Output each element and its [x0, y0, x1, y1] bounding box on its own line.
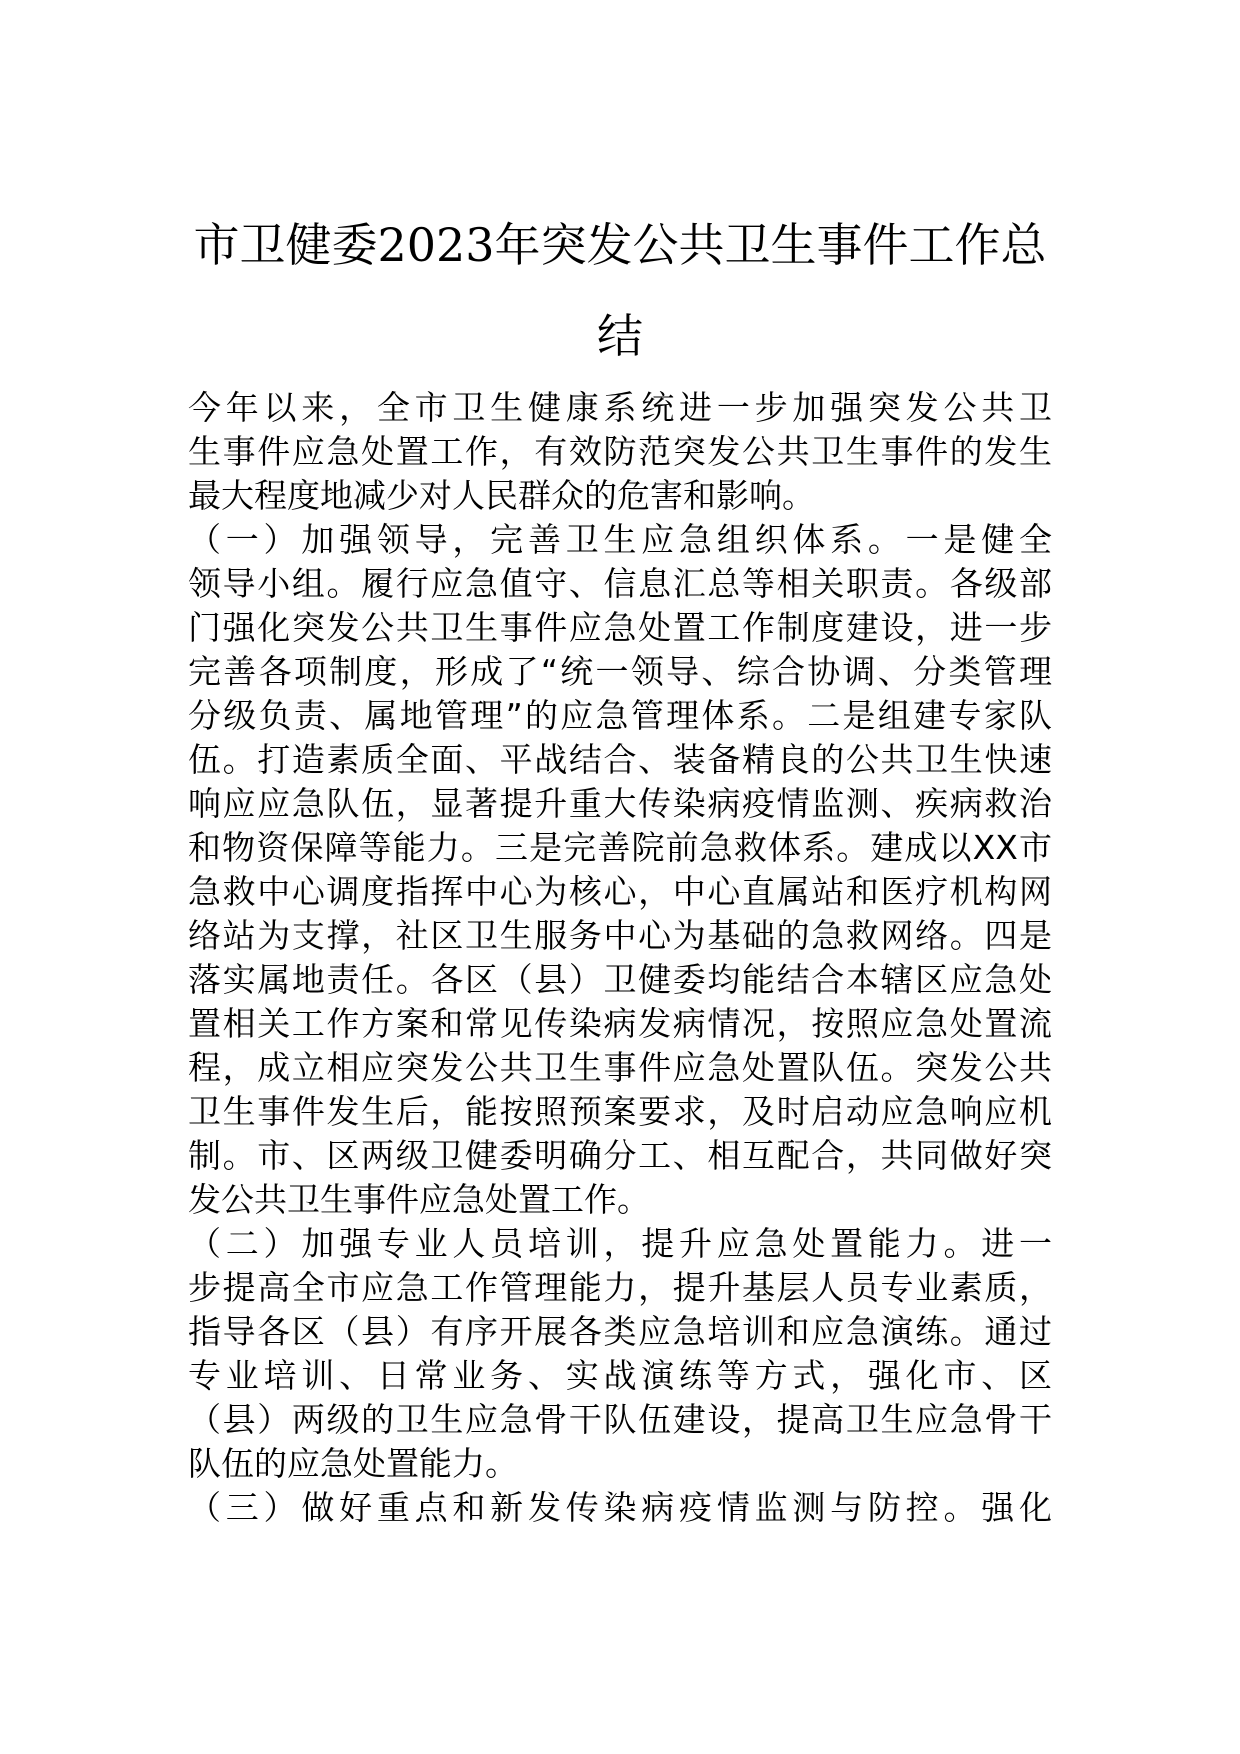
body-line-25: 队伍的应急处置能力。 [188, 1444, 518, 1483]
body-line-13: 络站为支撑，社区卫生服务中心为基础的急救网络。四是 [188, 916, 1052, 955]
document-title-line-1: 市卫健委2023年突发公共卫生事件工作总 [193, 218, 1047, 272]
body-line-21: 步提高全市应急工作管理能力，提升基层人员专业素质， [188, 1268, 1052, 1307]
body-line-24: （县）两级的卫生应急骨干队伍建设，提高卫生应急骨干 [188, 1400, 1052, 1439]
body-line-12: 急救中心调度指挥中心为核心，中心直属站和医疗机构网 [188, 872, 1052, 911]
body-line-2: 生事件应急处置工作，有效防范突发公共卫生事件的发生 [188, 432, 1052, 471]
body-line-23: 专业培训、日常业务、实战演练等方式，强化市、区 [188, 1356, 1052, 1395]
body-line-14: 落实属地责任。各区（县）卫健委均能结合本辖区应急处 [188, 960, 1052, 999]
body-line-3: 最大程度地减少对人民群众的危害和影响。 [188, 476, 815, 515]
body-line-22: 指导各区（县）有序开展各类应急培训和应急演练。通过 [188, 1312, 1052, 1351]
body-line-1: 今年以来，全市卫生健康系统进一步加强突发公共卫 [188, 388, 1052, 427]
body-line-19: 发公共卫生事件应急处置工作。 [188, 1180, 650, 1219]
body-line-11: 和物资保障等能力。三是完善院前急救体系。建成以XX市 [188, 828, 1052, 867]
body-line-5: 领导小组。履行应急值守、信息汇总等相关职责。各级部 [188, 564, 1052, 603]
body-line-4: （一）加强领导，完善卫生应急组织体系。一是健全 [188, 520, 1052, 559]
document-title-line-2: 结 [597, 309, 643, 363]
body-line-26: （三）做好重点和新发传染病疫情监测与防控。强化 [188, 1488, 1052, 1527]
body-line-18: 制。市、区两级卫健委明确分工、相互配合，共同做好突 [188, 1136, 1052, 1175]
body-line-17: 卫生事件发生后，能按照预案要求，及时启动应急响应机 [188, 1092, 1052, 1131]
body-line-20: （二）加强专业人员培训，提升应急处置能力。进一 [188, 1224, 1052, 1263]
body-line-7: 完善各项制度，形成了“统一领导、综合协调、分类管理 [188, 652, 1052, 691]
body-line-8: 分级负责、属地管理”的应急管理体系。二是组建专家队 [188, 696, 1052, 735]
body-line-16: 程，成立相应突发公共卫生事件应急处置队伍。突发公共 [188, 1048, 1052, 1087]
body-line-10: 响应应急队伍，显著提升重大传染病疫情监测、疾病救治 [188, 784, 1052, 823]
body-line-6: 门强化突发公共卫生事件应急处置工作制度建设，进一步 [188, 608, 1052, 647]
body-line-9: 伍。打造素质全面、平战结合、装备精良的公共卫生快速 [188, 740, 1052, 779]
body-line-15: 置相关工作方案和常见传染病发病情况，按照应急处置流 [188, 1004, 1052, 1043]
